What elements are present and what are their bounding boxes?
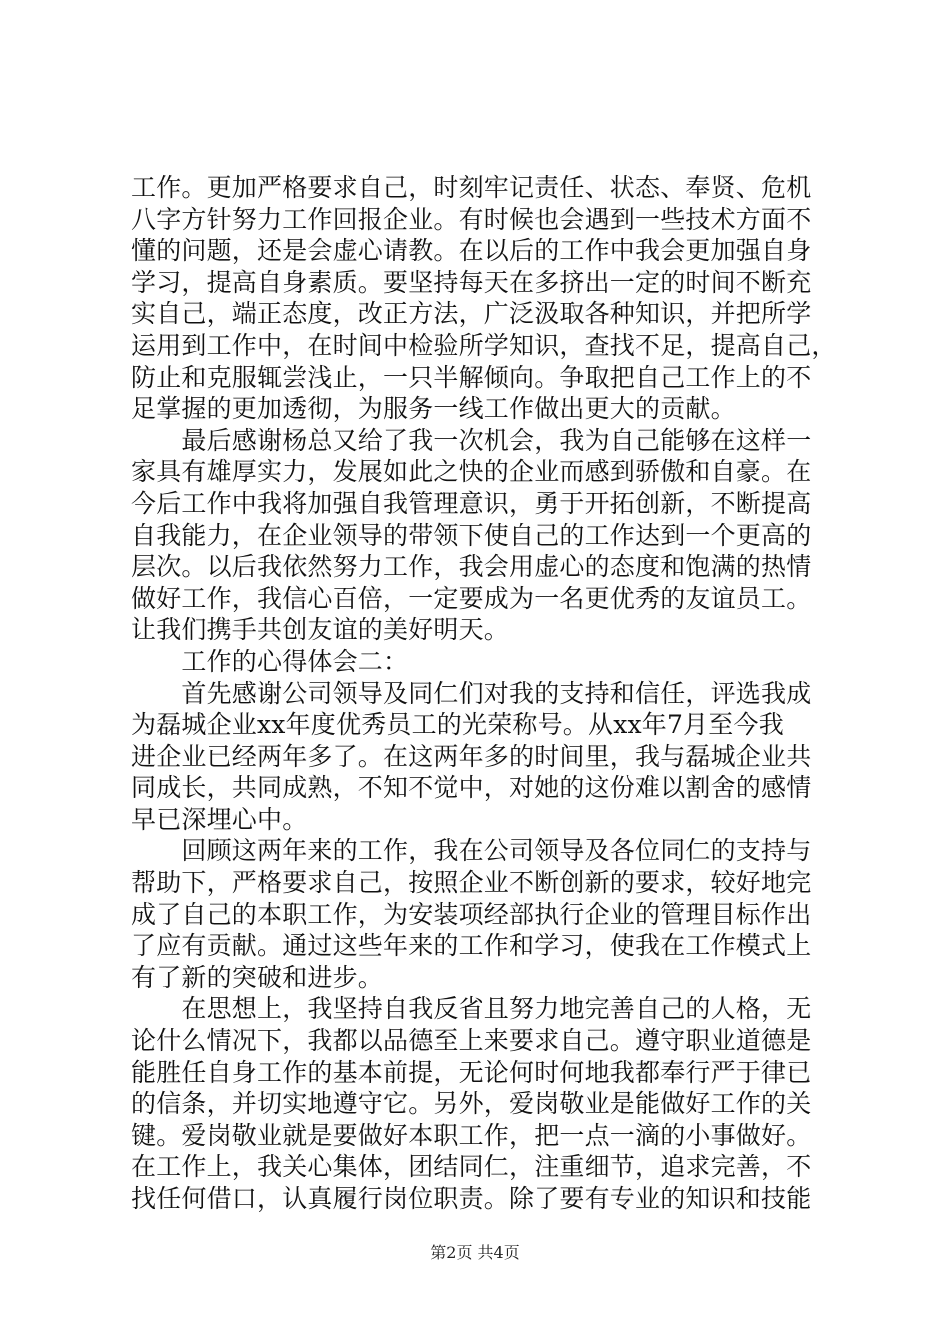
text-line: 帮助下，严格要求自己，按照企业不断创新的要求，较好地完 (131, 868, 812, 898)
text-line: 最后感谢杨总又给了我一次机会，我为自己能够在这样一 (131, 425, 812, 455)
text-line: 了应有贡献。通过这些年来的工作和学习，使我在工作模式上 (131, 931, 812, 961)
text-line: 工作的心得体会二： (131, 646, 409, 676)
text-line: 首先感谢公司领导及同仁们对我的支持和信任，评选我成 (131, 678, 812, 708)
document-body (131, 172, 837, 1215)
text-line: 键。爱岗敬业就是要做好本职工作，把一点一滴的小事做好。 (131, 1120, 812, 1150)
text-line: 找任何借口，认真履行岗位职责。除了要有专业的知识和技能 (131, 1184, 812, 1213)
text-line: 的信条，并切实地遵守它。另外，爱岗敬业是能做好工作的关 (131, 1089, 812, 1119)
text-line: 成了自己的本职工作，为安装项经部执行企业的管理目标作出 (131, 899, 812, 929)
text-line: 足掌握的更加透彻，为服务一线工作做出更大的贡献。 (131, 394, 736, 424)
page-footer: 第2页 共4页 (430, 1243, 520, 1262)
text-line: 同成长，共同成熟，不知不觉中，对她的这份难以割舍的感情 (131, 773, 812, 803)
text-line: 为磊城企业xx年度优秀员工的光荣称号。从xx年7月至今我 (131, 710, 784, 740)
text-line: 自我能力，在企业领导的带领下使自己的工作达到一个更高的 (131, 520, 812, 550)
text-line: 工作。更加严格要求自己，时刻牢记责任、状态、奉贤、危机 (131, 173, 812, 202)
text-line: 有了新的突破和进步。 (131, 962, 384, 992)
text-line: 进企业已经两年多了。在这两年多的时间里，我与磊城企业共 (131, 741, 812, 771)
text-line: 实自己，端正态度，改正方法，广泛汲取各种知识，并把所学 (131, 299, 812, 329)
text-line: 家具有雄厚实力，发展如此之快的企业而感到骄傲和自豪。在 (131, 457, 812, 487)
text-line: 今后工作中我将加强自我管理意识，勇于开拓创新，不断提高 (131, 488, 812, 518)
text-line: 八字方针努力工作回报企业。有时候也会遇到一些技术方面不 (131, 204, 812, 234)
text-line: 做好工作，我信心百倍，一定要成为一名更优秀的友谊员工。 (131, 583, 812, 613)
text-line: 运用到工作中，在时间中检验所学知识，查找不足，提高自己， (131, 330, 837, 360)
text-line: 在工作上，我关心集体，团结同仁，注重细节，追求完善，不 (131, 1152, 812, 1182)
text-line: 早已深埋心中。 (131, 804, 308, 834)
text-line: 能胜任自身工作的基本前提，无论何时何地我都奉行严于律已 (131, 1057, 812, 1087)
text-line: 在思想上，我坚持自我反省且努力地完善自己的人格，无 (131, 994, 812, 1024)
text-line: 回顾这两年来的工作，我在公司领导及各位同仁的支持与 (131, 836, 812, 866)
text-line: 让我们携手共创友谊的美好明天。 (131, 615, 510, 645)
text-line: 论什么情况下，我都以品德至上来要求自己。遵守职业道德是 (131, 1026, 812, 1056)
text-line: 层次。以后我依然努力工作，我会用虚心的态度和饱满的热情 (131, 552, 812, 582)
text-line: 防止和克服辄尝浅止，一只半解倾向。争取把自己工作上的不 (131, 362, 812, 392)
text-line: 学习，提高自身素质。要坚持每天在多挤出一定的时间不断充 (131, 267, 812, 297)
text-line: 懂的问题，还是会虚心请教。在以后的工作中我会更加强自身 (131, 236, 812, 266)
